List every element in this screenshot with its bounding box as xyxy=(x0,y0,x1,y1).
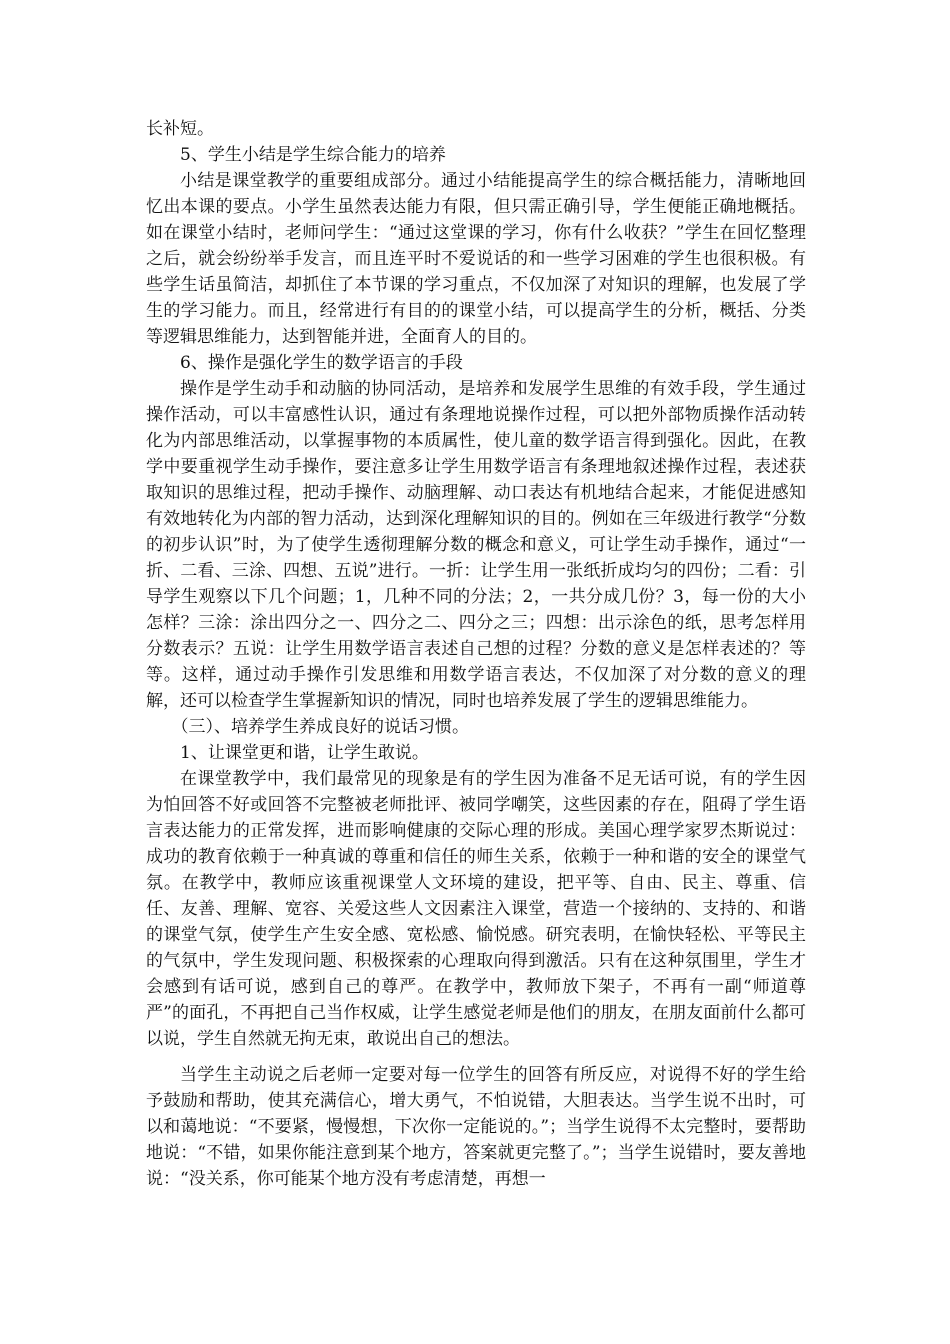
subsection-heading-1: 1、让课堂更和谐，让学生敢说。 xyxy=(180,743,429,763)
section-heading-5: 5、学生小结是学生综合能力的培养 xyxy=(180,145,446,165)
section-heading-6: 6、操作是强化学生的数学语言的手段 xyxy=(180,353,463,373)
paragraph-continuation: 长补短。 xyxy=(146,119,214,139)
paragraph-harmony: 在课堂教学中，我们最常见的现象是有的学生因为准备不足无话可说，有的学生因为怕回答不好或回答不完整被老师批评、被同学嘲笑，这些因素的存在，阻碍了学生语言表达能力的正常发挥，进而影响健康的交际心理的形成。美国心理学家罗杰斯说过：成功的教育依赖于一种真诚的尊重和信任的师生关系，依赖于一种和谐的安全的课堂气氛。在教学中，教师应该重视课堂人文环境的建设，把平等、自由、民主、尊重、信任、友善、理解、宽容、关爱这些人文因素注入课堂，营造一个接纳的、支持的、和谐的课堂气氛，使学生产生安全感、宽松感、愉悦感。研究表明，在愉快轻松、平等民主的气氛中，学生发现问题、积极探索的心理取向得到激活。只有在这种氛围里，学生才会感到有话可说，感到自己的尊严。在教学中，教师放下架子，不再有一副“师道尊严”的面孔，不再把自己当作权威，让学生感觉老师是他们的朋友，在朋友面前什么都可以说，学生自然就无拘无束，敢说出自己的想法。 xyxy=(146,769,806,1049)
section-heading-3: （三）、培养学生养成良好的说话习惯。 xyxy=(171,717,469,737)
paragraph-feedback: 当学生主动说之后老师一定要对每一位学生的回答有所反应，对说得不好的学生给予鼓励和帮助，使其充满信心，增大勇气，不怕说错，大胆表达。当学生说不出时，可以和蔼地说：“不要紧，慢慢想，下次你一定能说的。”；当学生说得不太完整时，要帮助地说：“不错，如果你能注意到某个地方，答案就更完整了。”；当学生说错时，要友善地说：“没关系，你可能某个地方没有考虑清楚，再想一 xyxy=(146,1065,806,1189)
paragraph-operation: 操作是学生动手和动脑的协同活动，是培养和发展学生思维的有效手段，学生通过操作活动，可以丰富感性认识，通过有条理地说操作过程，可以把外部物质操作活动转化为内部思维活动，以掌握事物的本质属性，使儿童的数学语言得到强化。因此，在教学中要重视学生动手操作，要注意多让学生用数学语言有条理地叙述操作过程，表述获取知识的思维过程，把动手操作、动脑理解、动口表达有机地结合起来，才能促进感知有效地转化为内部的智力活动，达到深化理解知识的目的。例如在三年级进行教学“分数的初步认识”时，为了使学生透彻理解分数的概念和意义，可让学生动手操作，通过“一折、二看、三涂、四想、五说”进行。一折：让学生用一张纸折成均匀的四份；二看：引导学生观察以下几个问题；1，几种不同的分法；2，一共分成几份？3，每一份的大小怎样？三涂：涂出四分之一、四分之二、四分之三；四想：出示涂色的纸，思考怎样用分数表示？五说：让学生用数学语言表述自己想的过程？分数的意义是怎样表述的？等等。这样，通过动手操作引发思维和用数学语言表达，不仅加深了对分数的意义的理解，还可以检查学生掌握新知识的情况，同时也培养发展了学生的逻辑思维能力。 xyxy=(146,379,806,711)
paragraph-summary: 小结是课堂教学的重要组成部分。通过小结能提高学生的综合概括能力，清晰地回忆出本课的要点。小学生虽然表达能力有限，但只需正确引导，学生便能正确地概括。如在课堂小结时，老师问学生：“通过这堂课的学习，你有什么收获？”学生在回忆整理之后，就会纷纷举手发言，而且连平时不爱说话的和一些学习困难的学生也很积极。有些学生话虽简洁，却抓住了本节课的学习重点，不仅加深了对知识的理解，也发展了学生的学习能力。而且，经常进行有目的的课堂小结，可以提高学生的分析，概括、分类等逻辑思维能力，达到智能并进，全面育人的目的。 xyxy=(146,171,806,347)
document-page xyxy=(146,116,806,1192)
